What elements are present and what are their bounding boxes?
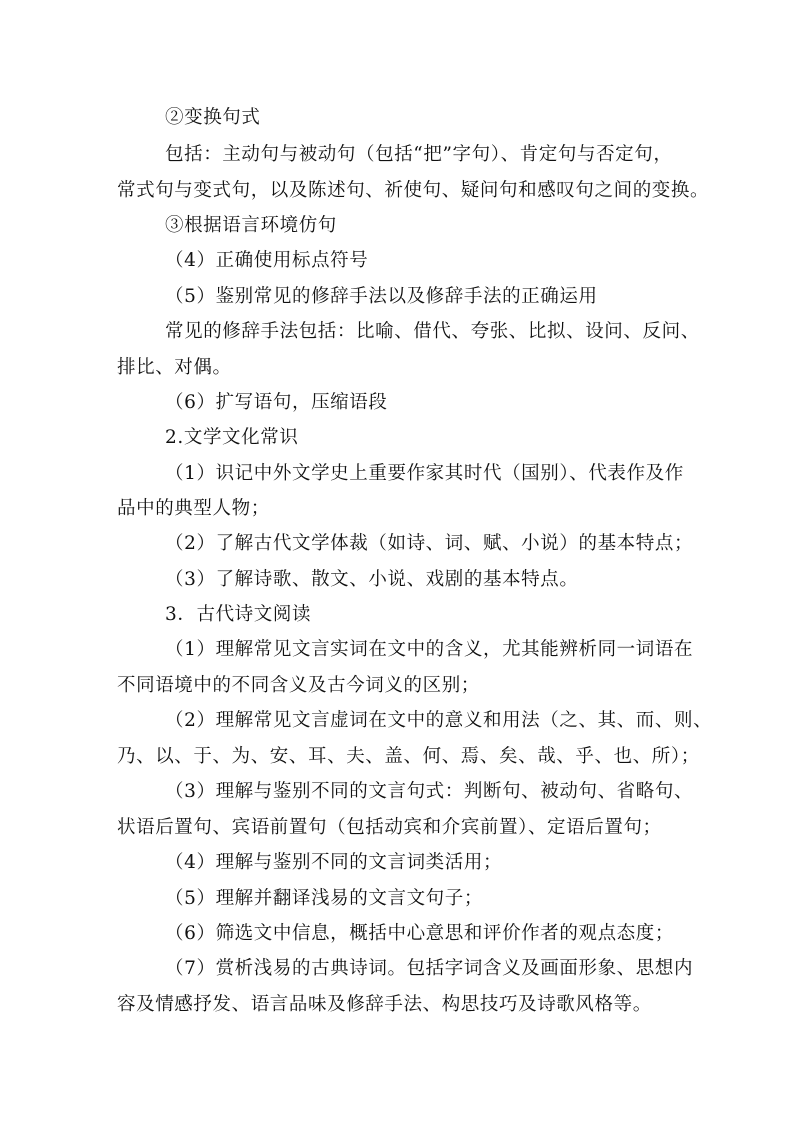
text-line: （4）正确使用标点符号	[165, 250, 369, 271]
text-line: 常见的修辞手法包括：比喻、借代、夸张、比拟、设问、反问、	[165, 321, 700, 342]
text-line: （6）扩写语句，压缩语段	[165, 392, 388, 413]
text-line: （1）识记中外文学史上重要作家其时代（国别）、代表作及作	[165, 463, 684, 484]
text-line: （2）理解常见文言虚词在文中的意义和用法（之、其、而、则、	[165, 710, 713, 731]
section-heading: 2.文学文化常识	[165, 427, 299, 448]
text-line: （2）了解古代文学体裁（如诗、词、赋、小说）的基本特点；	[165, 533, 694, 554]
text-line: ②变换句式	[165, 107, 261, 128]
text-line: （3）了解诗歌、散文、小说、戏剧的基本特点。	[165, 569, 579, 590]
text-line: 不同语境中的不同含义及古今词义的区别；	[117, 675, 480, 696]
text-line: （4）理解与鉴别不同的文言词类活用；	[165, 852, 503, 873]
text-line: 品中的典型人物；	[117, 498, 270, 519]
text-line: 包括：主动句与被动句（包括“把”字句）、肯定句与否定句，	[165, 144, 673, 165]
text-line: 容及情感抒发、语言品味及修辞手法、构思技巧及诗歌风格等。	[117, 994, 652, 1015]
text-line: （7）赏析浅易的古典诗词。包括字词含义及画面形象、思想内	[165, 958, 694, 979]
text-line: （1）理解常见文言实词在文中的含义，尤其能辨析同一词语在	[165, 639, 694, 660]
text-line: 状语后置句、宾语前置句（包括动宾和介宾前置）、定语后置句；	[117, 817, 662, 838]
text-line: 排比、对偶。	[117, 357, 232, 378]
section-heading: 3．古代诗文阅读	[165, 604, 312, 625]
text-line: 常式句与变式句，以及陈述句、祈使句、疑问句和感叹句之间的变换。	[117, 180, 710, 201]
text-line: （5）理解并翻译浅易的文言文句子；	[165, 888, 483, 909]
text-line: （5）鉴别常见的修辞手法以及修辞手法的正确运用	[165, 286, 598, 307]
text-line: 乃、以、于、为、安、耳、夫、盖、何、焉、矣、哉、乎、也、所）；	[117, 746, 700, 767]
text-line: （6）筛选文中信息，概括中心意思和评价作者的观点态度；	[165, 923, 674, 944]
text-line: （3）理解与鉴别不同的文言句式：判断句、被动句、省略句、	[165, 781, 694, 802]
text-line: ③根据语言环境仿句	[165, 215, 337, 236]
